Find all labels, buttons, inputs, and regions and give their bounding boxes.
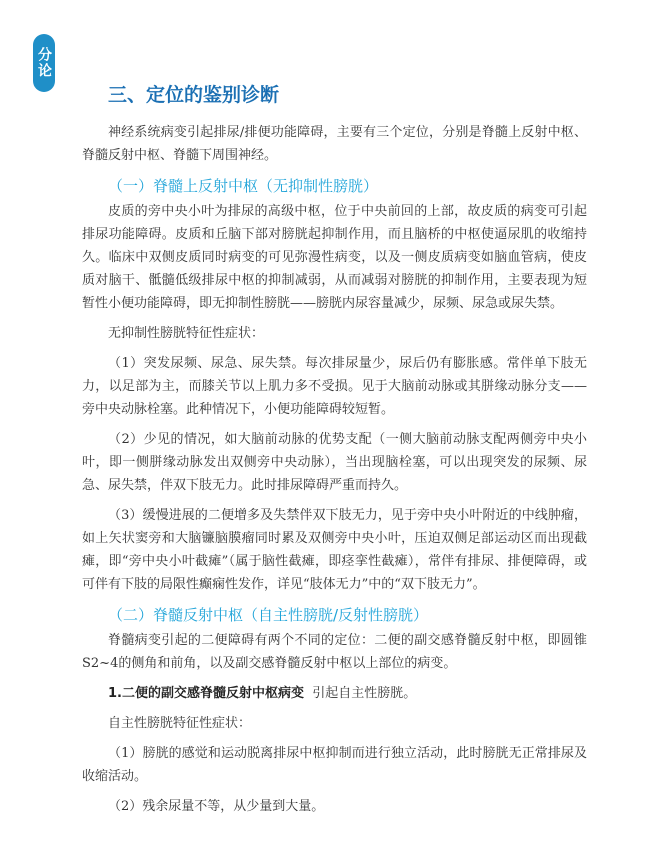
- page-content: [82, 80, 587, 825]
- list-item: （3）缓慢进展的二便增多及失禁伴双下肢无力，见于旁中央小叶附近的中线肿瘤，如上矢状窦旁和大脑镰脑膜瘤同时累及双侧旁中央小叶，压迫双侧足部运动区而出现截瘫，即“旁中央小叶截瘫”（属于脑性截瘫，即痉挛性截瘫），常伴有排尿、排便障碍，或可伴有下肢的局限性癫痫性发作，详见“肢体无力”中的“双下肢无力”。: [82, 508, 587, 592]
- subheading-line: [82, 682, 587, 705]
- chapter-side-tab: [33, 34, 55, 92]
- subsection-2-title: （二）脊髓反射中枢（自主性膀胱/反射性膀胱）: [108, 606, 429, 624]
- paragraph: 无抑制性膀胱特征性症状：: [108, 326, 265, 341]
- list-item: （2）少见的情况，如大脑前动脉的优势支配（一侧大脑前动脉支配两侧旁中央小叶，即一侧胼缘动脉发出双侧旁中央动脉），当出现脑栓塞，可以出现突发的尿频、尿急、尿失禁，伴双下肢无力。此时排尿障碍严重而持久。: [82, 432, 587, 493]
- subheading-rest: 引起自主性膀胱。: [312, 686, 417, 701]
- paragraph: 皮质的旁中央小叶为排尿的高级中枢，位于中央前回的上部，故皮质的病变可引起排尿功能障碍。皮质和丘脑下部对膀胱起抑制作用，而且脑桥的中枢使逼尿肌的收缩持久。临床中双侧皮质同时病变的可见弥漫性病变，以及一侧皮质病变如脑血管病，使皮质对脑干、骶髓低级排尿中枢的抑制减弱，从而减弱对膀胱的抑制作用，主要表现为短暂性小便功能障碍，即无抑制性膀胱——膀胱内尿容量减少，尿频、尿急或尿失禁。: [82, 204, 587, 311]
- chapter-side-tab-label: 分论: [36, 47, 52, 79]
- section-title: 三、定位的鉴别诊断: [108, 84, 280, 106]
- subsection-1-title: （一）脊髓上反射中枢（无抑制性膀胱）: [108, 177, 379, 195]
- paragraph: 脊髓病变引起的二便障碍有两个不同的定位：二便的副交感脊髓反射中枢，即圆锥S2~4的侧角和前角，以及副交感脊髓反射中枢以上部位的病变。: [82, 633, 587, 671]
- list-item: （1）突发尿频、尿急、尿失禁。每次排尿量少，尿后仍有膨胀感。常伴单下肢无力，以足部为主，而膝关节以上肌力多不受损。见于大脑前动脉或其胼缘动脉分支——旁中央动脉栓塞。此种情况下，小便功能障碍较短暂。: [82, 356, 587, 417]
- subheading-bold: 1.二便的副交感脊髓反射中枢病变: [108, 686, 304, 701]
- list-item: （2）残余尿量不等，从少量到大量。: [108, 799, 325, 814]
- intro-paragraph: 神经系统病变引起排尿/排便功能障碍，主要有三个定位，分别是脊髓上反射中枢、脊髓反射中枢、脊髓下周围神经。: [82, 125, 587, 163]
- list-item: （1）膀胱的感觉和运动脱离排尿中枢抑制而进行独立活动，此时膀胱无正常排尿及收缩活动。: [82, 746, 587, 784]
- paragraph: 自主性膀胱特征性症状：: [108, 716, 252, 731]
